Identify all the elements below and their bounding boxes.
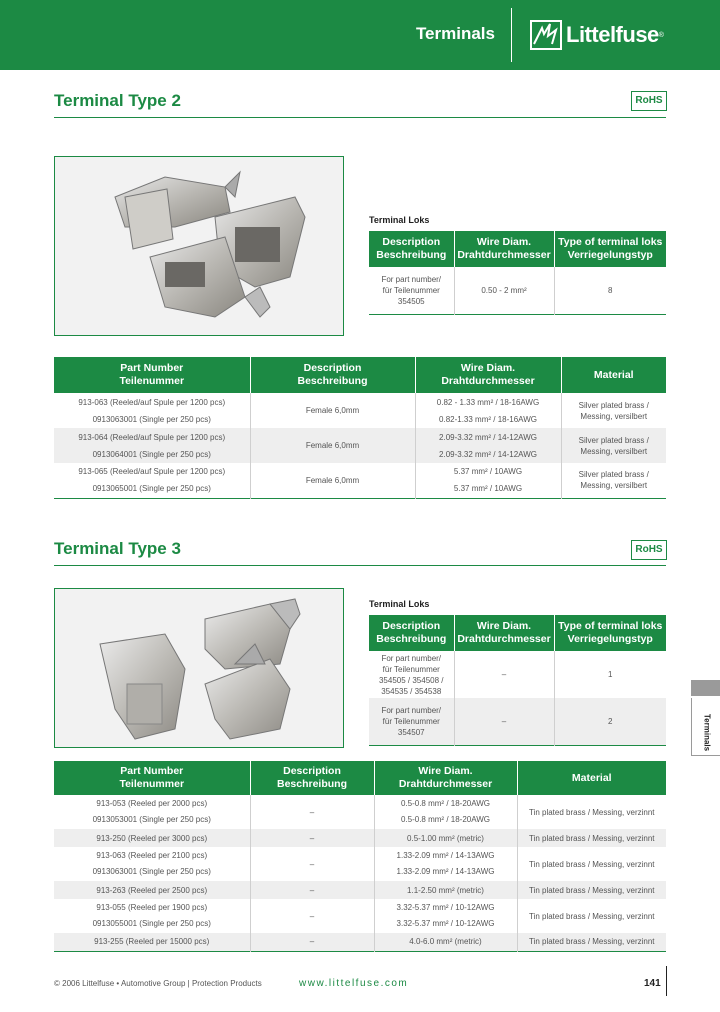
parts-header-row: [54, 357, 666, 393]
parts-col-number: Part Number Teilenummer: [54, 357, 250, 393]
table-row: [369, 651, 666, 698]
brand-name: Littelfuse: [566, 22, 659, 47]
loks-col-type: Type of terminal loks Verriegelungstyp: [554, 231, 666, 267]
product-photo-type3: [54, 588, 344, 748]
material-cell: Tin plated brass / Messing, verzinnt: [517, 829, 666, 847]
material-cell: Tin plated brass / Messing, verzinnt: [517, 881, 666, 899]
loks-title-type3: Terminal Loks: [369, 599, 430, 609]
parts-col-wire: Wire Diam. Drahtdurchmesser: [374, 761, 517, 795]
loks-cell: For part number/ für Teilenummer 354507: [369, 698, 454, 745]
page-number: 141: [644, 978, 661, 989]
parts-col-wire: Wire Diam. Drahtdurchmesser: [415, 357, 561, 393]
wire-cell: 0.82 - 1.33 mm² / 18-16AWG 0.82-1.33 mm² / 18-16AWG: [415, 393, 561, 428]
part-number-cell: 913-263 (Reeled per 2500 pcs): [54, 881, 250, 899]
wire-cell: 1.1-2.50 mm² (metric): [374, 881, 517, 899]
table-row: [54, 847, 666, 881]
table-row: [54, 463, 666, 498]
description-cell: Female 6,0mm: [250, 393, 415, 428]
part-number-cell: 913-053 (Reeled per 2000 pcs) 0913053001 (Single per 250 pcs): [54, 795, 250, 829]
footer-copyright: © 2006 Littelfuse • Automotive Group | Protection Products: [54, 979, 262, 988]
loks-col-wire: Wire Diam. Drahtdurchmesser: [454, 615, 554, 651]
part-number-cell: 913-055 (Reeled per 1900 pcs) 0913055001 (Single per 250 pcs): [54, 899, 250, 933]
loks-cell: 0.50 - 2 mm²: [454, 267, 554, 314]
loks-cell: 2: [554, 698, 666, 745]
side-tab-marker: [691, 680, 720, 696]
loks-table-type3: [369, 615, 666, 746]
page-header: [0, 0, 720, 70]
part-number-cell: 913-063 (Reeled/auf Spule per 1200 pcs) 0913063001 (Single per 250 pcs): [54, 393, 250, 428]
side-tab-label: Terminals: [702, 713, 712, 752]
loks-cell: –: [454, 698, 554, 745]
littelfuse-logo-icon: [530, 20, 562, 50]
material-cell: Silver plated brass / Messing, versilbert: [578, 470, 649, 491]
brand-logo: [530, 20, 664, 50]
loks-title-type2: Terminal Loks: [369, 215, 430, 225]
description-cell: –: [250, 933, 374, 951]
loks-cell: –: [454, 651, 554, 698]
rohs-badge-type3: RoHS: [631, 540, 667, 560]
wire-cell: 1.33-2.09 mm² / 14-13AWG 1.33-2.09 mm² / 14-13AWG: [374, 847, 517, 881]
loks-cell: 1: [608, 670, 613, 679]
description-cell: Female 6,0mm: [250, 463, 415, 498]
material-cell: Tin plated brass / Messing, verzinnt: [528, 911, 655, 921]
table-row: [369, 267, 666, 314]
footer-url-link[interactable]: www.littelfuse.com: [299, 978, 409, 989]
material-cell: Tin plated brass / Messing, verzinnt: [528, 807, 655, 817]
loks-cell: For part number/ für Teilenummer 354505: [369, 267, 454, 314]
loks-col-wire: Wire Diam. Drahtdurchmesser: [454, 231, 554, 267]
section-rule-type2: [54, 117, 666, 118]
table-row: [54, 899, 666, 933]
table-row: [54, 881, 666, 899]
loks-col-type: Type of terminal loks Verriegelungstyp: [554, 615, 666, 651]
part-number-cell: 913-255 (Reeled per 15000 pcs): [54, 933, 250, 951]
part-number-cell: 913-064 (Reeled/auf Spule per 1200 pcs) 0913064001 (Single per 250 pcs): [54, 428, 250, 463]
description-cell: –: [250, 899, 374, 933]
parts-table-type3: [54, 761, 666, 952]
table-row: [54, 428, 666, 463]
wire-cell: 2.09-3.32 mm² / 14-12AWG 2.09-3.32 mm² / 14-12AWG: [415, 428, 561, 463]
part-number-cell: 913-063 (Reeled per 2100 pcs) 0913063001 (Single per 250 pcs): [54, 847, 250, 881]
part-number-cell: 913-250 (Reeled per 3000 pcs): [54, 829, 250, 847]
section-rule-type3: [54, 565, 666, 566]
table-row: [54, 795, 666, 829]
rohs-badge-type2: RoHS: [631, 91, 667, 111]
material-cell: Silver plated brass / Messing, versilbert: [561, 428, 666, 463]
wire-cell: 3.32-5.37 mm² / 10-12AWG 3.32-5.37 mm² / 10-12AWG: [374, 899, 517, 933]
loks-header-row: [369, 615, 666, 651]
parts-col-number: Part Number Teilenummer: [54, 761, 250, 795]
parts-header-row: [54, 761, 666, 795]
table-row: [54, 933, 666, 951]
loks-cell: 8: [608, 285, 613, 295]
wire-cell: 4.0-6.0 mm² (metric): [374, 933, 517, 951]
part-number-cell: 913-065 (Reeled/auf Spule per 1200 pcs) 0913065001 (Single per 250 pcs): [54, 463, 250, 498]
section-title-type2: Terminal Type 2: [54, 91, 181, 110]
description-cell: –: [250, 795, 374, 829]
parts-col-description: Description Beschreibung: [250, 761, 374, 795]
table-row: [369, 698, 666, 745]
material-cell: Silver plated brass / Messing, versilbert: [578, 400, 649, 421]
table-row: [54, 393, 666, 428]
side-tab-label-box: [691, 698, 720, 756]
parts-col-material: Material: [561, 357, 666, 393]
description-cell: –: [250, 847, 374, 881]
loks-table-type2: [369, 231, 666, 315]
material-cell: Tin plated brass / Messing, verzinnt: [528, 859, 655, 869]
loks-col-description: Description Beschreibung: [369, 231, 454, 267]
brand-trademark: ®: [658, 31, 664, 39]
parts-col-material: Material: [517, 761, 666, 795]
loks-cell: For part number/ für Teilenummer 354505 / 354508 / 354535 / 354538: [369, 651, 454, 698]
loks-col-description: Description Beschreibung: [369, 615, 454, 651]
terminal-type2-image: [55, 157, 344, 336]
wire-cell: 5.37 mm² / 10AWG 5.37 mm² / 10AWG: [415, 463, 561, 498]
footer-divider: [666, 966, 667, 996]
product-photo-type2: [54, 156, 344, 336]
section-title-type3: Terminal Type 3: [54, 539, 181, 558]
material-cell: Tin plated brass / Messing, verzinnt: [517, 933, 666, 951]
loks-header-row: [369, 231, 666, 267]
header-title: Terminals: [415, 24, 495, 43]
description-cell: –: [250, 829, 374, 847]
parts-table-type2: [54, 357, 666, 499]
table-row: [54, 829, 666, 847]
parts-col-description: Description Beschreibung: [250, 357, 415, 393]
wire-cell: 0.5-1.00 mm² (metric): [374, 829, 517, 847]
terminal-type3-image: [55, 589, 344, 748]
description-cell: –: [250, 881, 374, 899]
side-tab: [691, 680, 720, 758]
wire-cell: 0.5-0.8 mm² / 18-20AWG 0.5-0.8 mm² / 18-20AWG: [374, 795, 517, 829]
description-cell: Female 6,0mm: [250, 428, 415, 463]
header-divider: [511, 8, 512, 62]
